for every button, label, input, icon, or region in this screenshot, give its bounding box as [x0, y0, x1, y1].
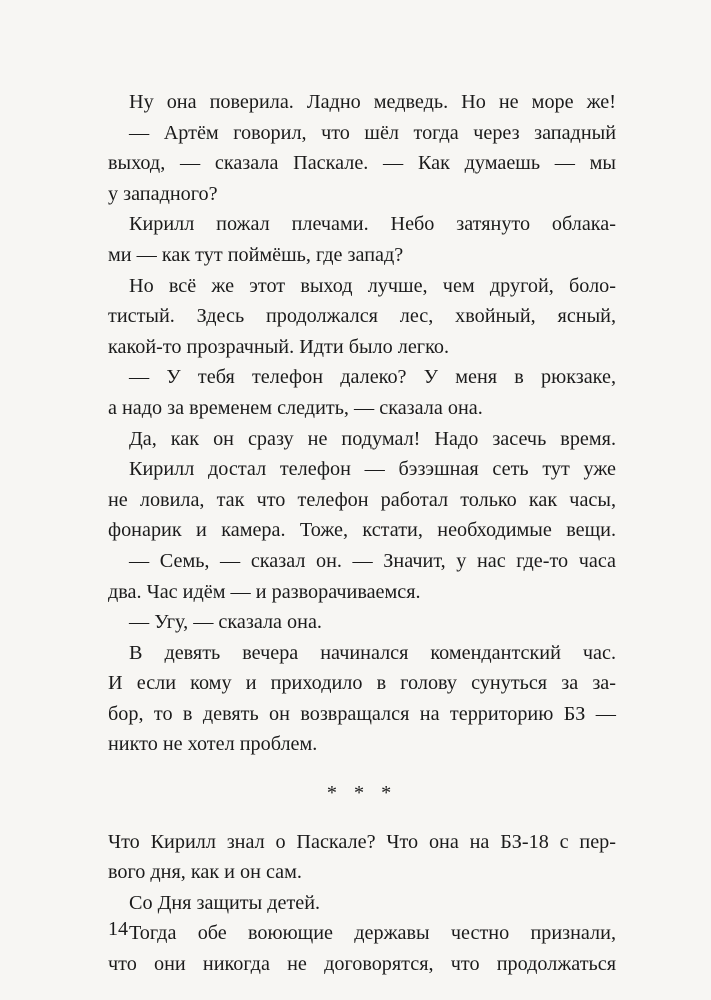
- text-line: вого дня, как и он сам.: [108, 861, 302, 884]
- section-gap: [108, 809, 616, 827]
- text-line: тистый. Здесь продолжался лес, хвойный, ясный,: [108, 305, 616, 328]
- text-line: Ну она поверила. Ладно медведь. Но не море же!: [129, 91, 616, 113]
- text-line: Но всё же этот выход лучше, чем другой, боло-: [129, 274, 616, 297]
- text-line: И если кому и приходило в голову сунуться за за-: [108, 672, 616, 695]
- text-line: Тогда обе воюющие державы честно признали,: [129, 922, 616, 945]
- text-line: Что Кирилл знал о Паскале? Что она на БЗ-18 с пер-: [108, 830, 616, 853]
- text-line: фонарик и камера. Тоже, кстати, необходимые вещи.: [108, 519, 616, 542]
- text-line: Кирилл достал телефон — бэзэшная сеть тут уже: [129, 458, 616, 481]
- section-gap: [108, 760, 616, 778]
- text-line: — Артём говорил, что шёл тогда через западный: [129, 121, 616, 144]
- text-line: Со Дня защиты детей.: [129, 891, 321, 914]
- text-line: не ловила, так что телефон работал только как часы,: [108, 488, 616, 511]
- text-line: какой-то прозрачный. Идти было легко.: [108, 335, 449, 358]
- text-line: Да, как он сразу не подумал! Надо засечь время.: [129, 427, 616, 450]
- text-line: — Угу, — сказала она.: [129, 611, 322, 634]
- text-line: — У тебя телефон далеко? У меня в рюкзаке,: [129, 366, 616, 389]
- text-line: выход, — сказала Паскале. — Как думаешь — мы: [108, 152, 616, 175]
- text-line: а надо за временем следить, — сказала она.: [108, 396, 483, 419]
- text-line: у западного?: [108, 182, 218, 205]
- text-line: Кирилл пожал плечами. Небо затянуто облака-: [129, 213, 616, 236]
- text-line: что они никогда не договорятся, что продолжаться: [108, 953, 616, 976]
- text-line: два. Час идём — и разворачиваемся.: [108, 580, 421, 603]
- text-line: ми — как тут поймёшь, где запад?: [108, 243, 404, 266]
- section-break-asterisks: * * *: [326, 782, 398, 805]
- page-number: 14: [108, 918, 128, 940]
- text-line: бор, то в девять он возвращался на территорию БЗ —: [108, 702, 616, 725]
- page-body-text: [108, 87, 616, 980]
- text-line: никто не хотел проблем.: [108, 733, 318, 756]
- text-line: В девять вечера начинался комендантский час.: [129, 641, 616, 664]
- text-line: — Семь, — сказал он. — Значит, у нас где-то часа: [129, 549, 616, 572]
